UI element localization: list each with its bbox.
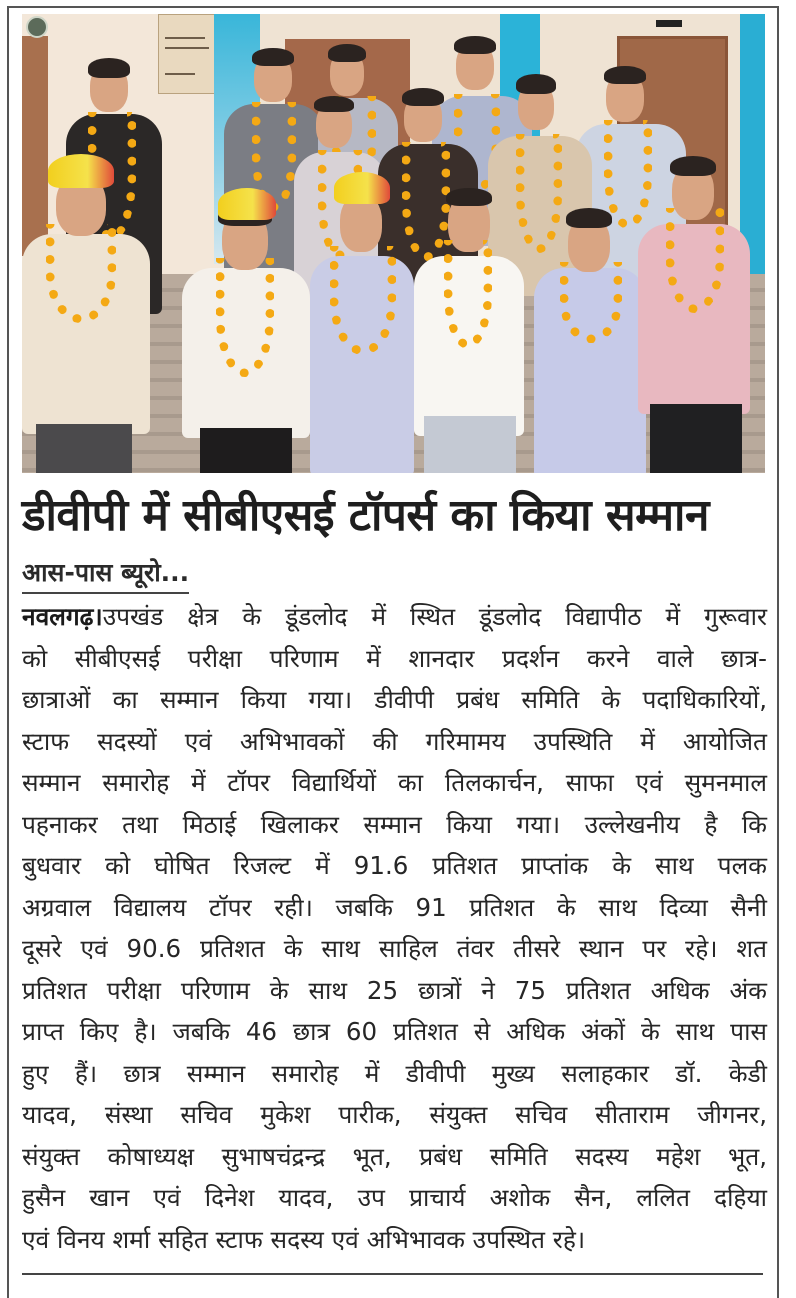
body-line: प्राप्त किए है। जबकि 46 छात्र 60 प्रतिशत से अधिक अंकों के साथ पास	[22, 1017, 767, 1046]
photo-door-sign	[656, 20, 682, 27]
body-line: यादव, संस्था सचिव मुकेश पारीक, संयुक्त सचिव सीताराम जीगनर,	[22, 1100, 767, 1129]
body-line: सम्मान समारोह में टॉपर विद्यार्थियों का तिलकार्चन, साफा एवं सुमनमाल	[22, 768, 767, 797]
body-line: हुसैन खान एवं दिनेश यादव, उप प्राचार्य अशोक सैन, ललित दहिया	[22, 1183, 767, 1212]
photo-door-left	[22, 36, 48, 256]
body-line: एवं विनय शर्मा सहित स्टाफ सदस्य एवं अभिभावक उपस्थित रहे।	[22, 1224, 586, 1254]
body-line: बुधवार को घोषित रिजल्ट में 91.6 प्रतिशत प्राप्तांक के साथ पलक	[22, 851, 767, 880]
headline: डीवीपी में सीबीएसई टॉपर्स का किया सम्मान	[22, 490, 709, 541]
body-line: दूसरे एवं 90.6 प्रतिशत के साथ साहिल तंवर तीसरे स्थान पर रहे। शत	[22, 934, 767, 963]
body-line: नवलगढ़।उपखंड क्षेत्र के डूंडलोद में स्थित डूंडलोद विद्यापीठ में गुरूवार	[22, 602, 767, 631]
photo-page-badge-icon	[26, 16, 48, 38]
byline: आस-पास ब्यूरो...	[22, 556, 189, 594]
body-line: प्रतिशत परीक्षा परिणाम के साथ 25 छात्रों ने 75 प्रतिशत अधिक अंक	[22, 975, 767, 1005]
body-line: पहनाकर तथा मिठाई खिलाकर सम्मान किया गया। उल्लेखनीय है कि	[22, 809, 767, 839]
article-body	[22, 596, 767, 1260]
body-line: संयुक्त कोषाध्यक्ष सुभाषचंद्रन्द्र भूत, प्रबंध समिति सदस्य महेश भूत,	[22, 1141, 767, 1171]
body-line: को सीबीएसई परीक्षा परिणाम में शानदार प्रदर्शन करने वाले छात्र-	[22, 643, 767, 673]
body-line: छात्राओं का सम्मान किया गया। डीवीपी प्रबंध समिति के पदाधिकारियों,	[22, 685, 767, 714]
photo-notice-board	[158, 14, 216, 94]
body-line: हुए हैं। छात्र सम्मान समारोह में डीवीपी मुख्य सलाहकार डॉ. केडी	[22, 1058, 767, 1088]
dateline: नवलगढ़।	[22, 602, 103, 631]
article-photo	[22, 14, 765, 473]
bottom-rule	[22, 1273, 763, 1275]
body-line: अग्रवाल विद्यालय टॉपर रही। जबकि 91 प्रतिशत के साथ दिव्या सैनी	[22, 892, 767, 922]
body-line: स्टाफ सदस्यों एवं अभिभावकों की गरिमामय उपस्थिति में आयोजित	[22, 726, 767, 756]
